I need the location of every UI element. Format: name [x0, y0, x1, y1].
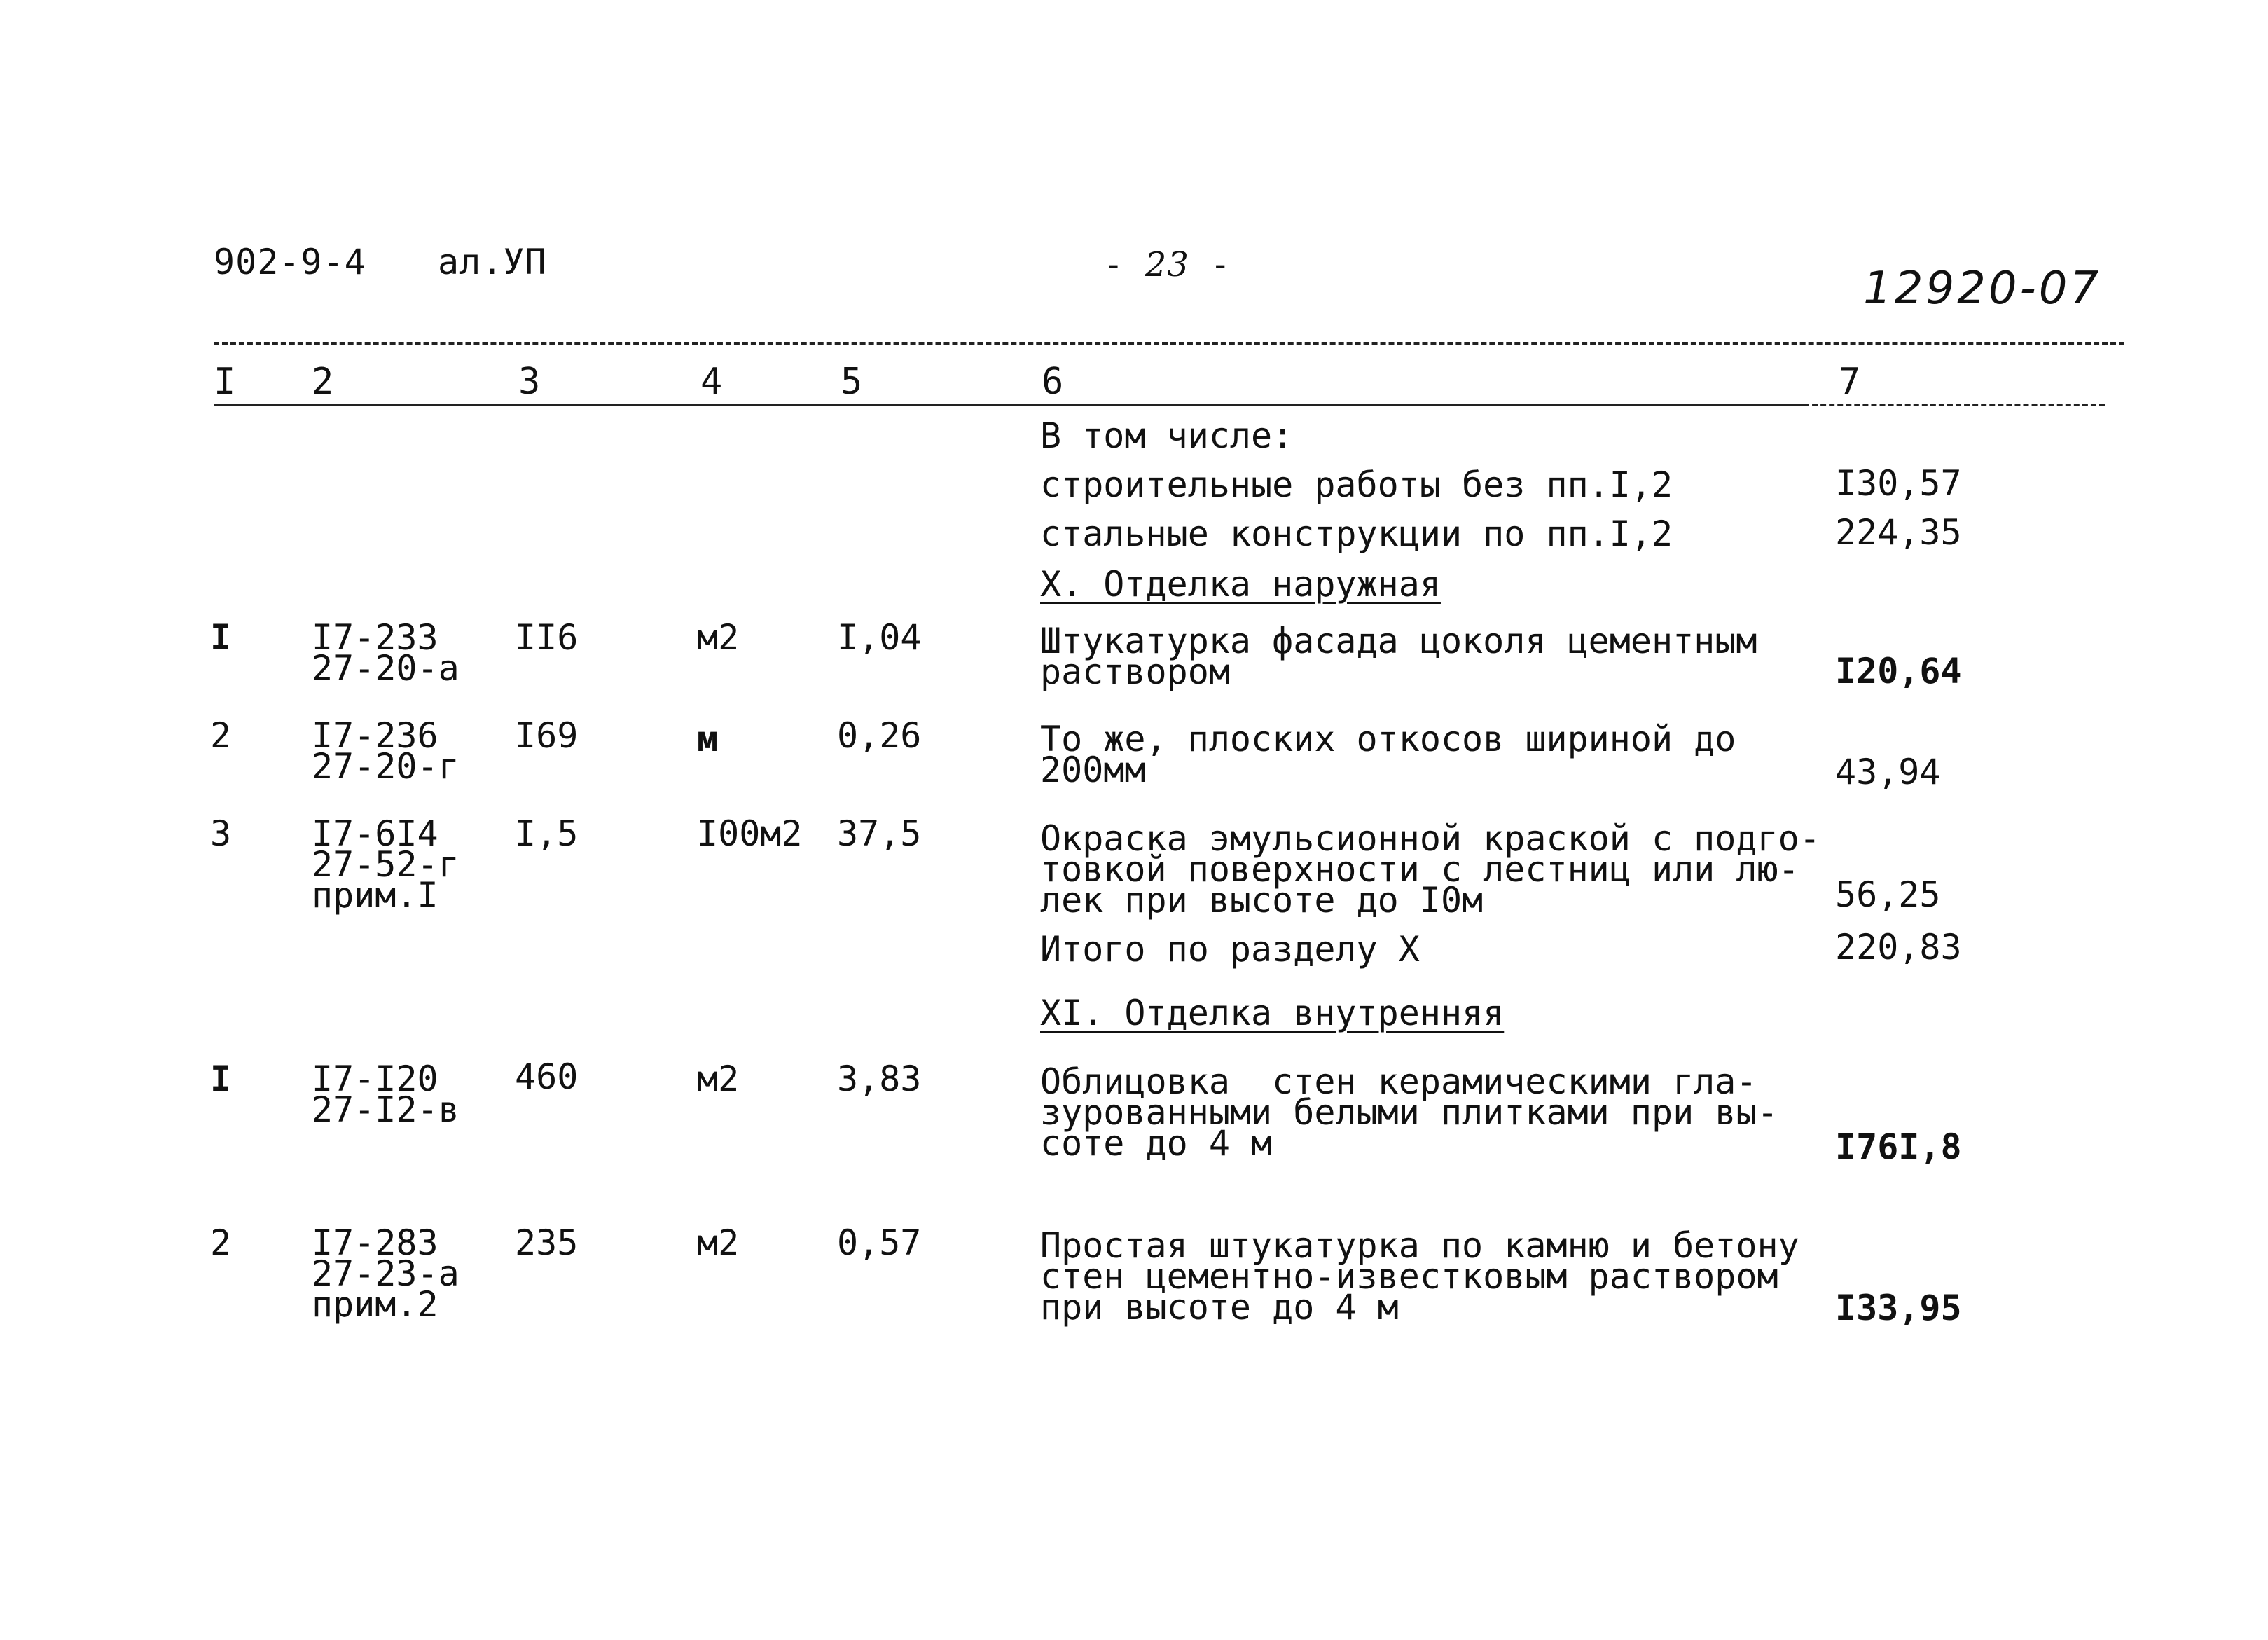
column-number: 4 [700, 361, 723, 403]
row-price: I,04 [837, 617, 922, 658]
column-header-divider [942, 404, 1804, 406]
column-number: 6 [1042, 361, 1064, 403]
row-price: 0,26 [837, 715, 922, 756]
intro-line-total: I30,57 [1835, 463, 1962, 504]
row-number: I [210, 1059, 232, 1099]
row-total: I20,64 [1835, 651, 1962, 691]
section-subtotal-label: Итого по разделу X [1040, 929, 1420, 970]
row-quantity: 235 [515, 1222, 579, 1263]
page-number [1103, 245, 1231, 284]
row-quantity: 460 [515, 1056, 579, 1097]
section-title: X. Отделка наружная [1040, 564, 1441, 605]
row-description: Простая штукатурка по камню и бетону стен цементно-известковым раствором при высоте до 4 м [1040, 1225, 1799, 1328]
column-header-divider [214, 404, 942, 406]
row-description: Облицовка стен керамическими гла- зурованными белыми плитками при вы- соте до 4 м [1040, 1061, 1778, 1164]
intro-line-text: строительные работы без пп.I,2 [1040, 464, 1673, 505]
page-number-value: 23 [1145, 245, 1189, 284]
row-quantity: II6 [515, 617, 579, 658]
including-label: В том числе: [1040, 415, 1294, 456]
intro-line-text: стальные конструкции по пп.I,2 [1040, 514, 1673, 554]
column-number: 2 [312, 361, 334, 403]
column-number: I [214, 361, 236, 403]
page-number-suffix: - [1189, 245, 1231, 284]
row-codes: I7-I20 27-I2-в [312, 1059, 459, 1130]
row-codes: I7-233 27-20-а [312, 617, 459, 689]
row-quantity: I69 [515, 715, 579, 756]
row-price: 37,5 [837, 813, 922, 854]
row-number: I [210, 617, 232, 658]
row-codes: I7-236 27-20-г [312, 715, 459, 787]
row-total: 56,25 [1835, 874, 1941, 915]
column-number: 5 [841, 361, 863, 403]
row-unit: м2 [697, 1059, 740, 1099]
row-unit: м [697, 719, 719, 759]
section-subtotal-value: 220,83 [1835, 927, 1962, 967]
row-number: 2 [210, 715, 232, 756]
row-total: I33,95 [1835, 1288, 1962, 1328]
row-unit: м2 [697, 1222, 740, 1263]
column-header-divider [1804, 404, 2105, 406]
row-price: 3,83 [837, 1059, 922, 1099]
row-codes: I7-6I4 27-52-г прим.I [312, 813, 459, 916]
intro-line-total: 224,35 [1835, 512, 1962, 553]
inventory-number: 12920-07 [1863, 263, 2102, 315]
row-total: I76I,8 [1835, 1126, 1962, 1167]
row-total: 43,94 [1835, 752, 1941, 792]
row-price: 0,57 [837, 1222, 922, 1263]
column-number: 7 [1839, 361, 1861, 403]
row-number: 3 [210, 813, 232, 854]
row-codes: I7-283 27-23-а прим.2 [312, 1222, 459, 1325]
row-description: Штукатурка фасада цоколя цементным раствором [1040, 621, 1757, 692]
section-title: XI. Отделка внутренняя [1040, 993, 1505, 1033]
document-code: 902-9-4 [214, 242, 366, 282]
row-description: Окраска эмульсионной краской с подго- товкой поверхности с лестниц или лю- лек при высоте до I0м [1040, 818, 1820, 921]
column-number: 3 [518, 361, 541, 403]
row-number: 2 [210, 1222, 232, 1263]
row-quantity: I,5 [515, 813, 579, 854]
row-unit: I00м2 [697, 813, 803, 854]
row-unit: м2 [697, 617, 740, 658]
header-divider [214, 342, 2124, 345]
album-number: ал.УП [438, 242, 547, 282]
row-description: То же, плоских откосов шириной до 200мм [1040, 719, 1736, 790]
page-number-prefix: - [1103, 245, 1145, 284]
